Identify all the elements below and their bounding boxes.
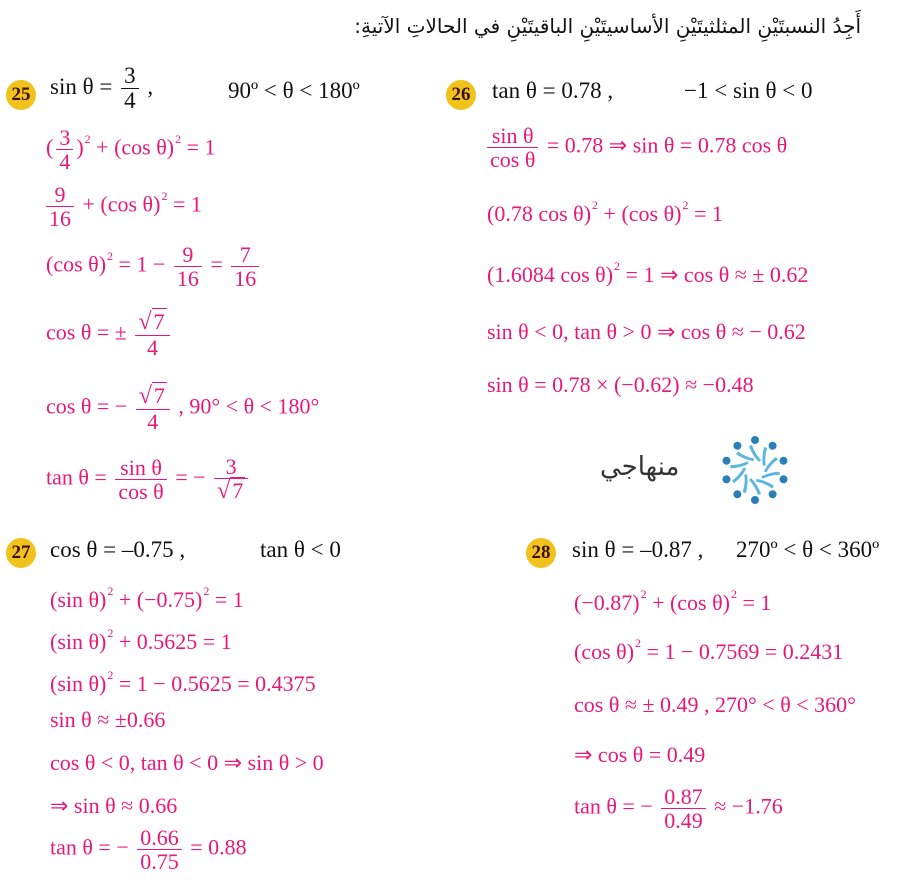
p27-step-4: sin θ ≈ ±0.66: [50, 707, 166, 732]
p25-step-3: (cos θ)$^2$ = 1 − $\frac{9}{16}$ = $\frac{7}{16}$: [46, 243, 262, 290]
problem-26-statement: tan θ = 0.78 ,: [492, 78, 614, 103]
problem-25-range: 90º < θ < 180º: [228, 78, 360, 103]
p28-step-4: ⇒ cos θ = 0.49: [574, 742, 706, 767]
problem-28-statement: sin θ = –0.87 ,: [572, 537, 704, 562]
problem-27-badge: 27: [6, 538, 36, 568]
p25-step-1: ( $\frac{3}{4}$ )$^2$ + (cos θ)$^2$ = 1: [46, 125, 216, 175]
problem-28-badge: 28: [526, 538, 556, 568]
problem-26-badge: 26: [446, 80, 476, 110]
problem-28-range: 270º < θ < 360º: [736, 537, 880, 562]
sqrt-symbol: √7: [217, 478, 244, 505]
statement-text: sin θ =: [50, 73, 119, 99]
p27-step-3: (sin θ)$^2$ = 1 − 0.5625 = 0.4375: [50, 668, 316, 696]
sqrt-symbol: √7: [138, 383, 165, 409]
p27-step-1: (sin $\theta)^2 + (-0.75)^2 = 1$: [50, 584, 244, 612]
p27-step-7: tan θ = − $\frac{0.66}{0.75}$ = 0.88: [50, 825, 247, 875]
p28-step-3: cos θ ≈ ± 0.49 , 270° < θ < 360°: [574, 692, 856, 717]
p25-step-6: tan θ = $\frac{\text{sin θ}}{\text{cos θ}}$ = − $\frac{3}{√7}$: [46, 455, 251, 504]
instruction-heading: أَجِدُ النسبتَيْنِ المثلثيتَيْنِ الأساسيتَيْنِ الباقيتَيْنِ في الحالاتِ الآتيةِ:: [354, 14, 861, 38]
problem-27-statement: cos θ = –0.75 ,: [50, 537, 186, 562]
p26-step-2: (0.78 cos θ)$^2$ + (cos θ)$^2$ = 1: [487, 198, 723, 226]
problem-27-range: tan θ < 0: [260, 537, 341, 562]
sqrt-symbol: √7: [138, 309, 165, 335]
p25-step-4: cos θ = ± $\frac{√7}{4}$: [46, 310, 173, 359]
p28-step-5: tan θ = − $\frac{0.87}{0.49}$ ≈ −1.76: [574, 784, 783, 834]
p26-step-3: (1.6084 cos θ)$^2$ = 1 ⇒ cos θ ≈ ± 0.62: [487, 259, 809, 287]
fraction: $\frac{3}{4}$: [121, 64, 139, 113]
p25-step-5: cos θ = − $\frac{√7}{4}$ , 90° < θ < 180°: [46, 383, 320, 435]
p27-step-5: cos θ < 0, tan θ < 0 ⇒ sin θ > 0: [50, 750, 324, 775]
problem-25-statement: sin θ = $\frac{3}{4}$ ,: [50, 63, 154, 114]
p28-step-1: $(-0.87)^2 + (\cos$ θ)$^2$ = 1: [574, 587, 772, 615]
p27-step-2: (sin θ)$^2$ + 0.5625 = 1: [50, 626, 232, 654]
p26-step-1: $\frac{\text{sin θ}}{\text{cos θ}}$ = 0.78 ⇒ sin θ = 0.78 cos θ: [487, 124, 787, 171]
p26-step-5: sin θ = 0.78 × (−0.62) ≈ −0.48: [487, 372, 754, 397]
p27-step-6: ⇒ sin θ ≈ 0.66: [50, 793, 178, 818]
problem-25-badge: 25: [6, 80, 36, 110]
manhaji-star-logo-icon: [716, 432, 794, 508]
p26-step-4: sin θ < 0, tan θ > 0 ⇒ cos θ ≈ − 0.62: [487, 319, 806, 344]
p25-step-2: $\frac{9}{16}$ + (cos θ)$^2$ = 1: [46, 183, 202, 230]
manhaji-logo-text: منهاجي: [600, 452, 680, 482]
problem-26-range: −1 < sin θ < 0: [684, 78, 813, 103]
p28-step-2: (cos θ)$^2$ = 1 − 0.7569 = 0.2431: [574, 636, 844, 664]
